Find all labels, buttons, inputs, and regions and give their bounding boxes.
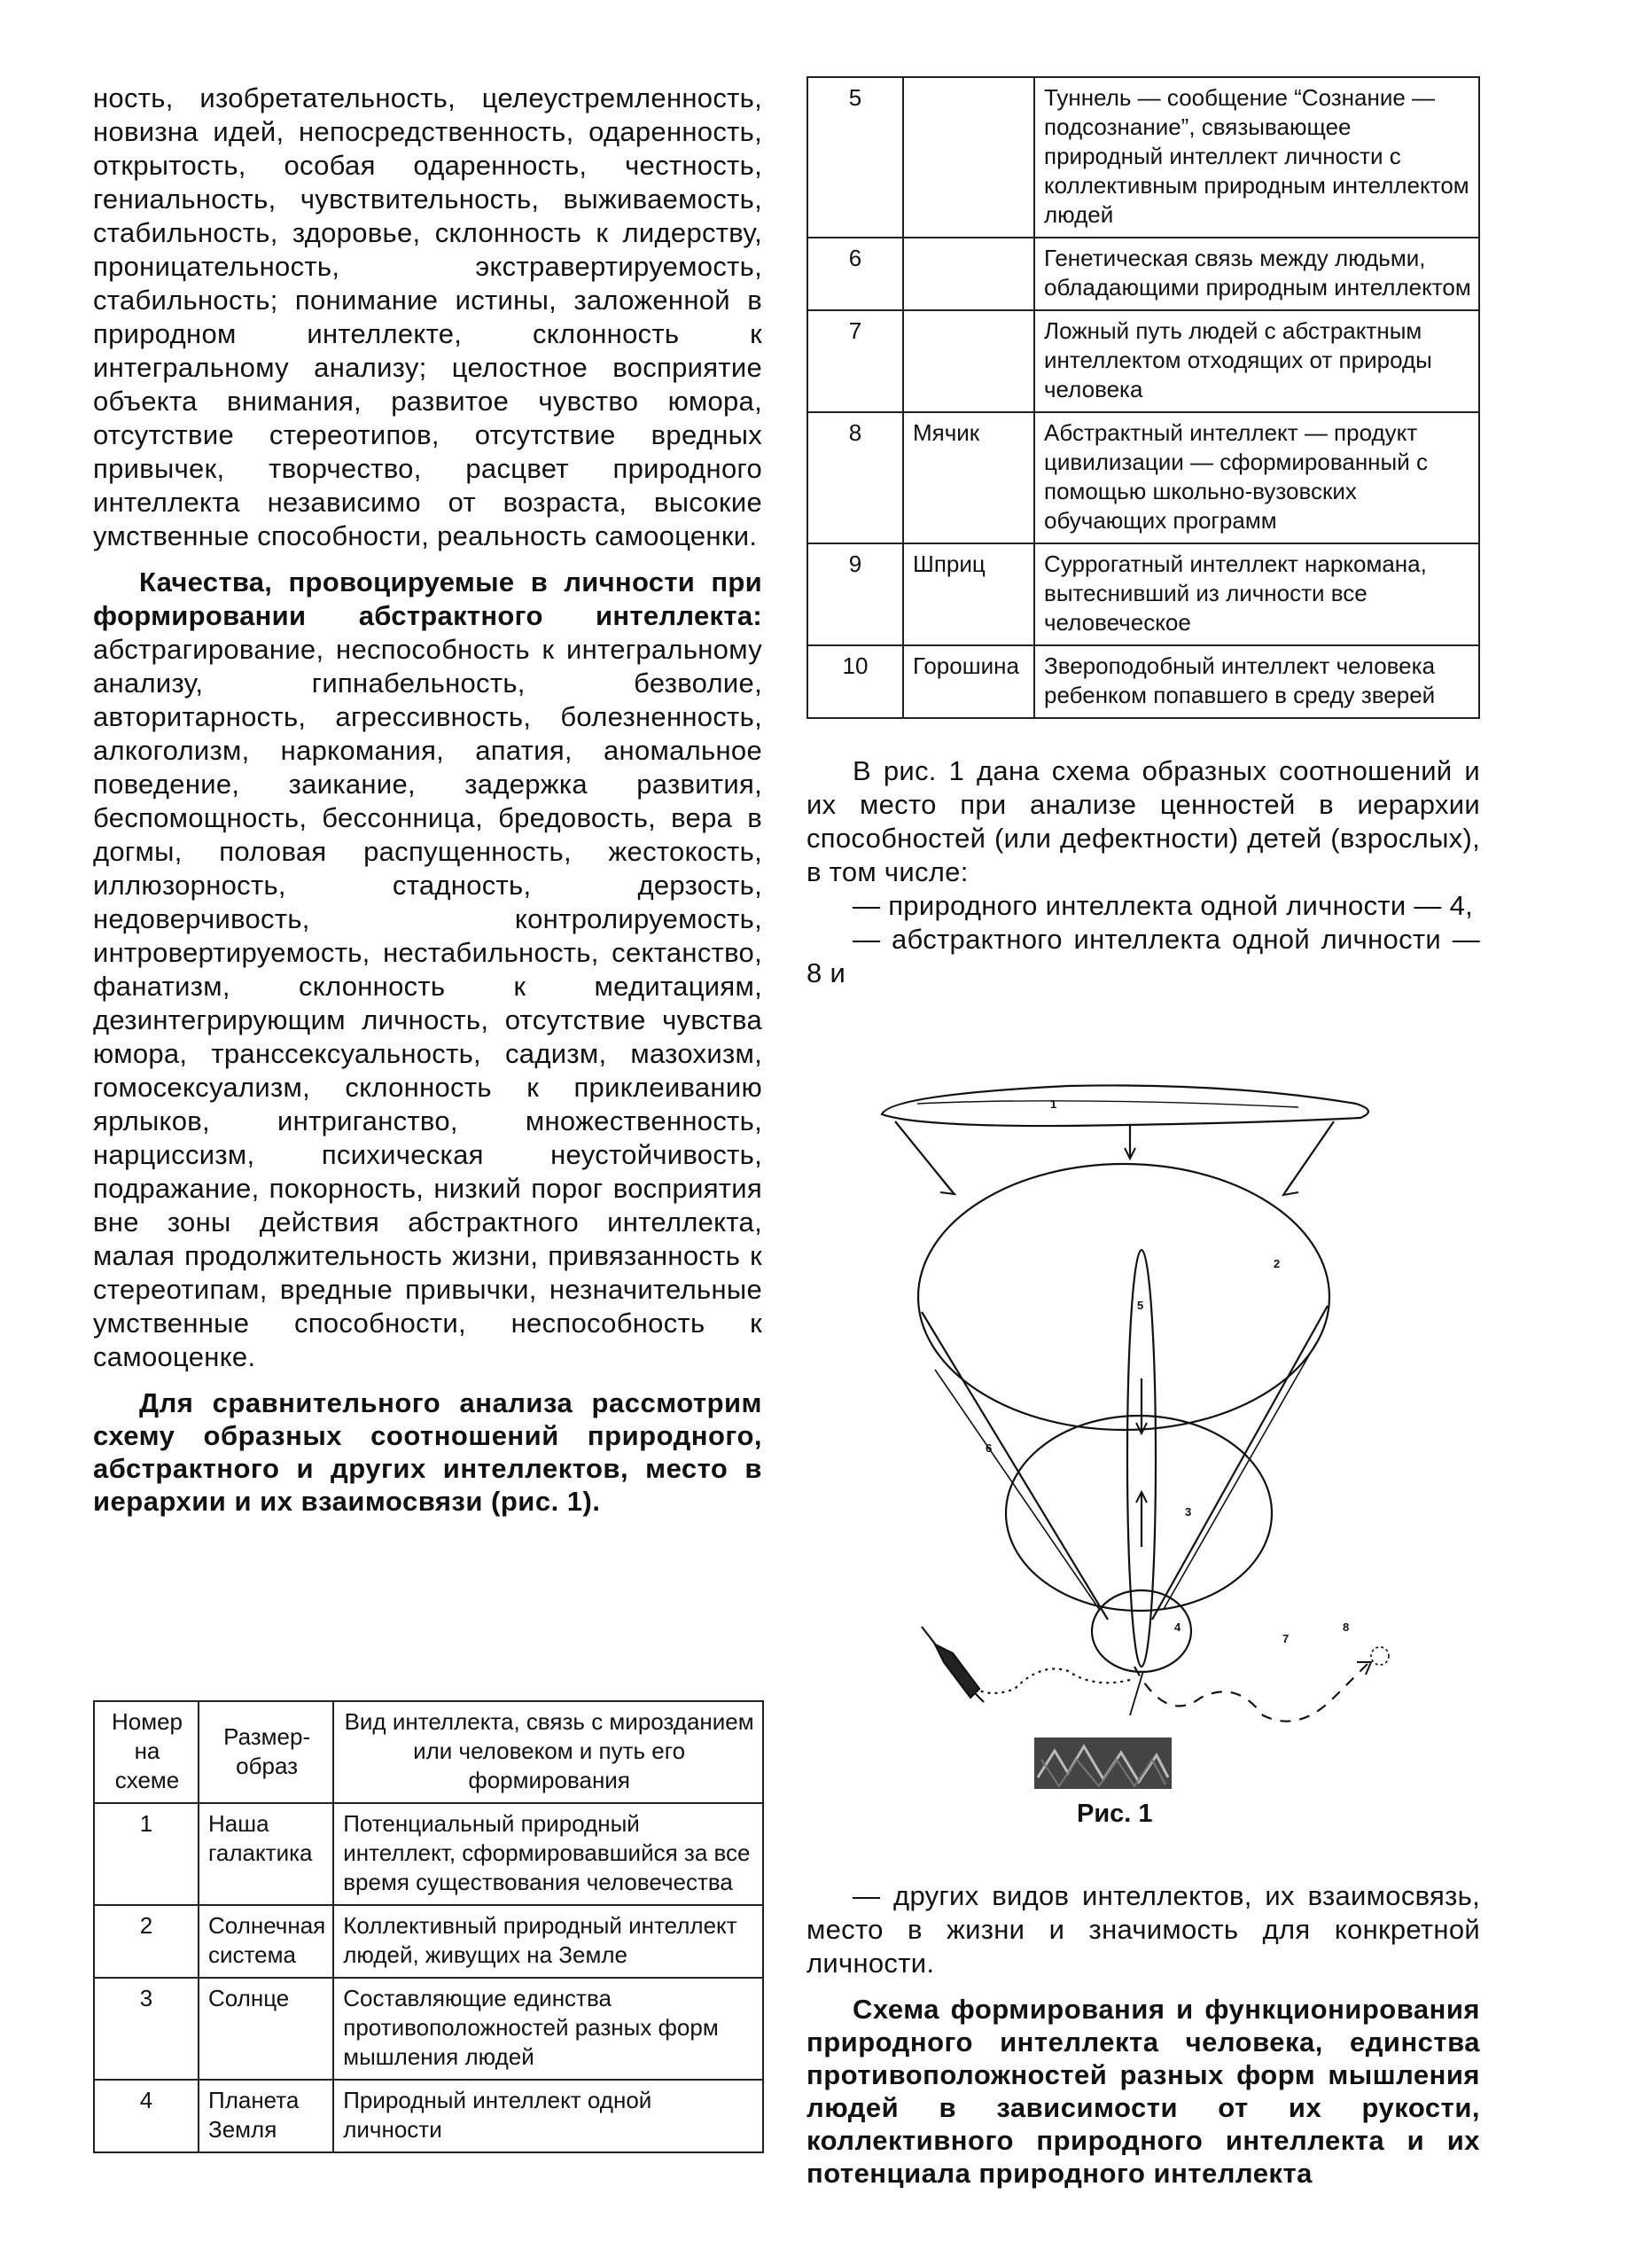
connector-line xyxy=(1285,1121,1334,1192)
cell-image: Мячик xyxy=(903,412,1034,543)
connector-line xyxy=(1164,1343,1316,1609)
table-row xyxy=(807,412,1479,543)
table-row xyxy=(807,77,1479,238)
cell-number: 2 xyxy=(94,1905,199,1978)
wavy-path-line xyxy=(975,1669,1130,1694)
cell-description: Потенциальный природный интеллект, сформировавшийся за все время существования человечества xyxy=(333,1803,763,1905)
cone-line-left xyxy=(922,1312,1108,1620)
cell-image: Солнце xyxy=(199,1978,333,2080)
table-row xyxy=(94,1978,763,2080)
cell-number: 1 xyxy=(94,1803,199,1905)
label-7: 7 xyxy=(1282,1632,1290,1645)
label-3: 3 xyxy=(1185,1505,1192,1519)
cell-image: Наша галактика xyxy=(199,1803,333,1905)
cell-image xyxy=(903,238,1034,310)
cell-number: 5 xyxy=(807,77,903,238)
cell-number: 9 xyxy=(807,543,903,645)
cell-description: Природный интеллект одной личности xyxy=(333,2080,763,2152)
right-column xyxy=(807,76,1480,1003)
label-1: 1 xyxy=(1050,1097,1057,1111)
cell-image: Планета Земля xyxy=(199,2080,333,2152)
table-row xyxy=(807,310,1479,412)
table-row xyxy=(94,1803,763,1905)
cell-description: Генетическая связь между людьми, обладающими природным интеллектом xyxy=(1034,238,1479,310)
header-image: Размер-образ xyxy=(199,1701,333,1803)
syringe-icon xyxy=(922,1627,984,1702)
left-column xyxy=(93,82,762,1530)
table-row xyxy=(94,1905,763,1978)
figure-scheme-diagram xyxy=(802,1077,1493,1839)
list-item-abstract: — абстрактного интеллекта одной личности — 8 и xyxy=(807,924,1480,988)
arrowhead-icon xyxy=(1283,1182,1298,1195)
cell-number: 4 xyxy=(94,2080,199,2152)
list-item-natural: — природного интеллекта одной личности — 4, xyxy=(853,890,1474,921)
false-path-line xyxy=(1134,1662,1369,1722)
cell-description: Коллективный природный интеллект людей, живущих на Земле xyxy=(333,1905,763,1978)
table-row xyxy=(807,543,1479,645)
section-heading-scheme: Схема формирования и функционирования природного интеллекта человека, единства противоположностей разных форм мышления людей в зависимости от их рукости, коллективного природного интеллекта и их потенциала природного интеллекта xyxy=(807,1994,1480,2189)
cell-image xyxy=(903,77,1034,238)
paragraph-body: абстрагирование, неспособность к интегральному анализу, гипнабельность, безволие, авторитарность, агрессивность, болезненность, алкоголизм, наркомания, апатия, аномальное поведение, заикание, задержка развития, беспомощность, бессонница, бредовость, вера в догмы, половая распущенность, жестокость, иллюзорность, стадность, дерзость, недоверчивость, контролируемость, интровертируемость, нестабильность, сектанство, фанатизм, склонность к медитациям, дезинтегрирующим личность, отсутствие чувства юмора, транссексуальность, садизм, мазохизм, гомосексуализм, склонность к приклеиванию ярлыков, интриганство, множественность, нарциссизм, психическая неустойчивость, подражание, покорность, низкий порог восприятия вне зоны действия абстрактного интеллекта, малая продолжительность жизни, привязанность к стереотипам, вредные привычки, незначительные умственные способности, неспособность к самооценке. xyxy=(93,634,762,1372)
cell-description: Абстрактный интеллект — продукт цивилизации — сформированный с помощью школьно-вузовских обучающих программ xyxy=(1034,412,1479,543)
cell-number: 7 xyxy=(807,310,903,412)
paragraph-qualities-natural: ность, изобретательность, целеустремленность, новизна идей, непосредственность, одаренность, открытость, особая одаренность, честность, гениальность, чувствительность, выживаемость, стабильность, здоровье, склонность к лидерству, проницательность, экстравертируемость, стабильность; понимание истины, заложенной в природном интеллекте, склонность к интегральному анализу; целостное восприятие объекта внимания, развитое чувство юмора, отсутствие стереотипов, отсутствие вредных привычек, творчество, расцвет природного интеллекта независимо от возраста, высокие умственные способности, реальность самооценки. xyxy=(93,82,762,551)
paragraph-figure-intro: В рис. 1 дана схема образных соотношений и их место при анализе ценностей в иерархии способностей (или дефектности) детей (взрослых), в том числе: xyxy=(807,755,1480,887)
label-5: 5 xyxy=(1137,1299,1144,1312)
cell-number: 3 xyxy=(94,1978,199,2080)
paragraph-lead-bold: Качества, провоцируемые в личности при формировании абстрактного интеллекта: xyxy=(93,566,762,631)
cell-description: Туннель — сообщение “Сознание — подсознание”, связывающее природный интеллект личности с коллективным природным интеллектом людей xyxy=(1034,77,1479,238)
cell-number: 6 xyxy=(807,238,903,310)
solar-system-ellipse xyxy=(918,1164,1329,1430)
cell-description: Ложный путь людей с абстрактным интеллектом отходящих от природы человека xyxy=(1034,310,1479,412)
cell-description: Составляющие единства противоположностей разных форм мышления людей xyxy=(333,1978,763,2080)
header-description: Вид интеллекта, связь с мирозданием или человеком и путь его формирования xyxy=(333,1701,763,1803)
arrowhead-icon xyxy=(940,1182,955,1194)
figure-caption: Рис. 1 xyxy=(1077,1800,1153,1828)
cell-number: 8 xyxy=(807,412,903,543)
label-8: 8 xyxy=(1343,1620,1350,1634)
connector-line xyxy=(935,1370,1099,1609)
galaxy-lens-shape xyxy=(882,1085,1368,1126)
label-2: 2 xyxy=(1274,1257,1281,1270)
table-header-row xyxy=(94,1701,763,1803)
cell-image: Шприц xyxy=(903,543,1034,645)
intellect-table-part-2 xyxy=(807,76,1480,719)
ball-icon xyxy=(1371,1647,1389,1665)
wild-animals-photo xyxy=(1034,1738,1172,1789)
cell-image: Горошина xyxy=(903,645,1034,718)
cell-number: 10 xyxy=(807,645,903,718)
cell-image: Солнечная система xyxy=(199,1905,333,1978)
right-column-bottom xyxy=(807,1879,1480,2202)
cell-image xyxy=(903,310,1034,412)
section-heading-comparison: Для сравнительного анализа рассмотрим схему образных соотношений природного, абстрактного и других интеллектов, место в иерархии и их взаимосвязи (рис. 1). xyxy=(93,1387,762,1517)
intellect-table-part-1 xyxy=(93,1700,764,2153)
cell-description: Суррогатный интеллект наркомана, вытеснивший из личности все человеческое xyxy=(1034,543,1479,645)
cell-description: Звероподобный интеллект человека ребенком попавшего в среду зверей xyxy=(1034,645,1479,718)
list-item-other: — других видов интеллектов, их взаимосвязь, место в жизни и значимость для конкретной личности. xyxy=(807,1880,1480,1979)
tunnel-ellipse xyxy=(1127,1250,1156,1667)
sun-ellipse xyxy=(1006,1416,1272,1611)
table-row xyxy=(94,2080,763,2152)
cone-line-right xyxy=(1152,1306,1328,1620)
connector-line xyxy=(1130,1671,1143,1715)
header-number: Номер на схеме xyxy=(94,1701,199,1803)
galaxy-lens-arc xyxy=(917,1101,1298,1107)
label-4: 4 xyxy=(1174,1620,1181,1634)
table-row xyxy=(807,238,1479,310)
table-row xyxy=(807,645,1479,718)
paragraph-qualities-abstract xyxy=(93,566,762,1374)
label-6: 6 xyxy=(986,1441,993,1455)
